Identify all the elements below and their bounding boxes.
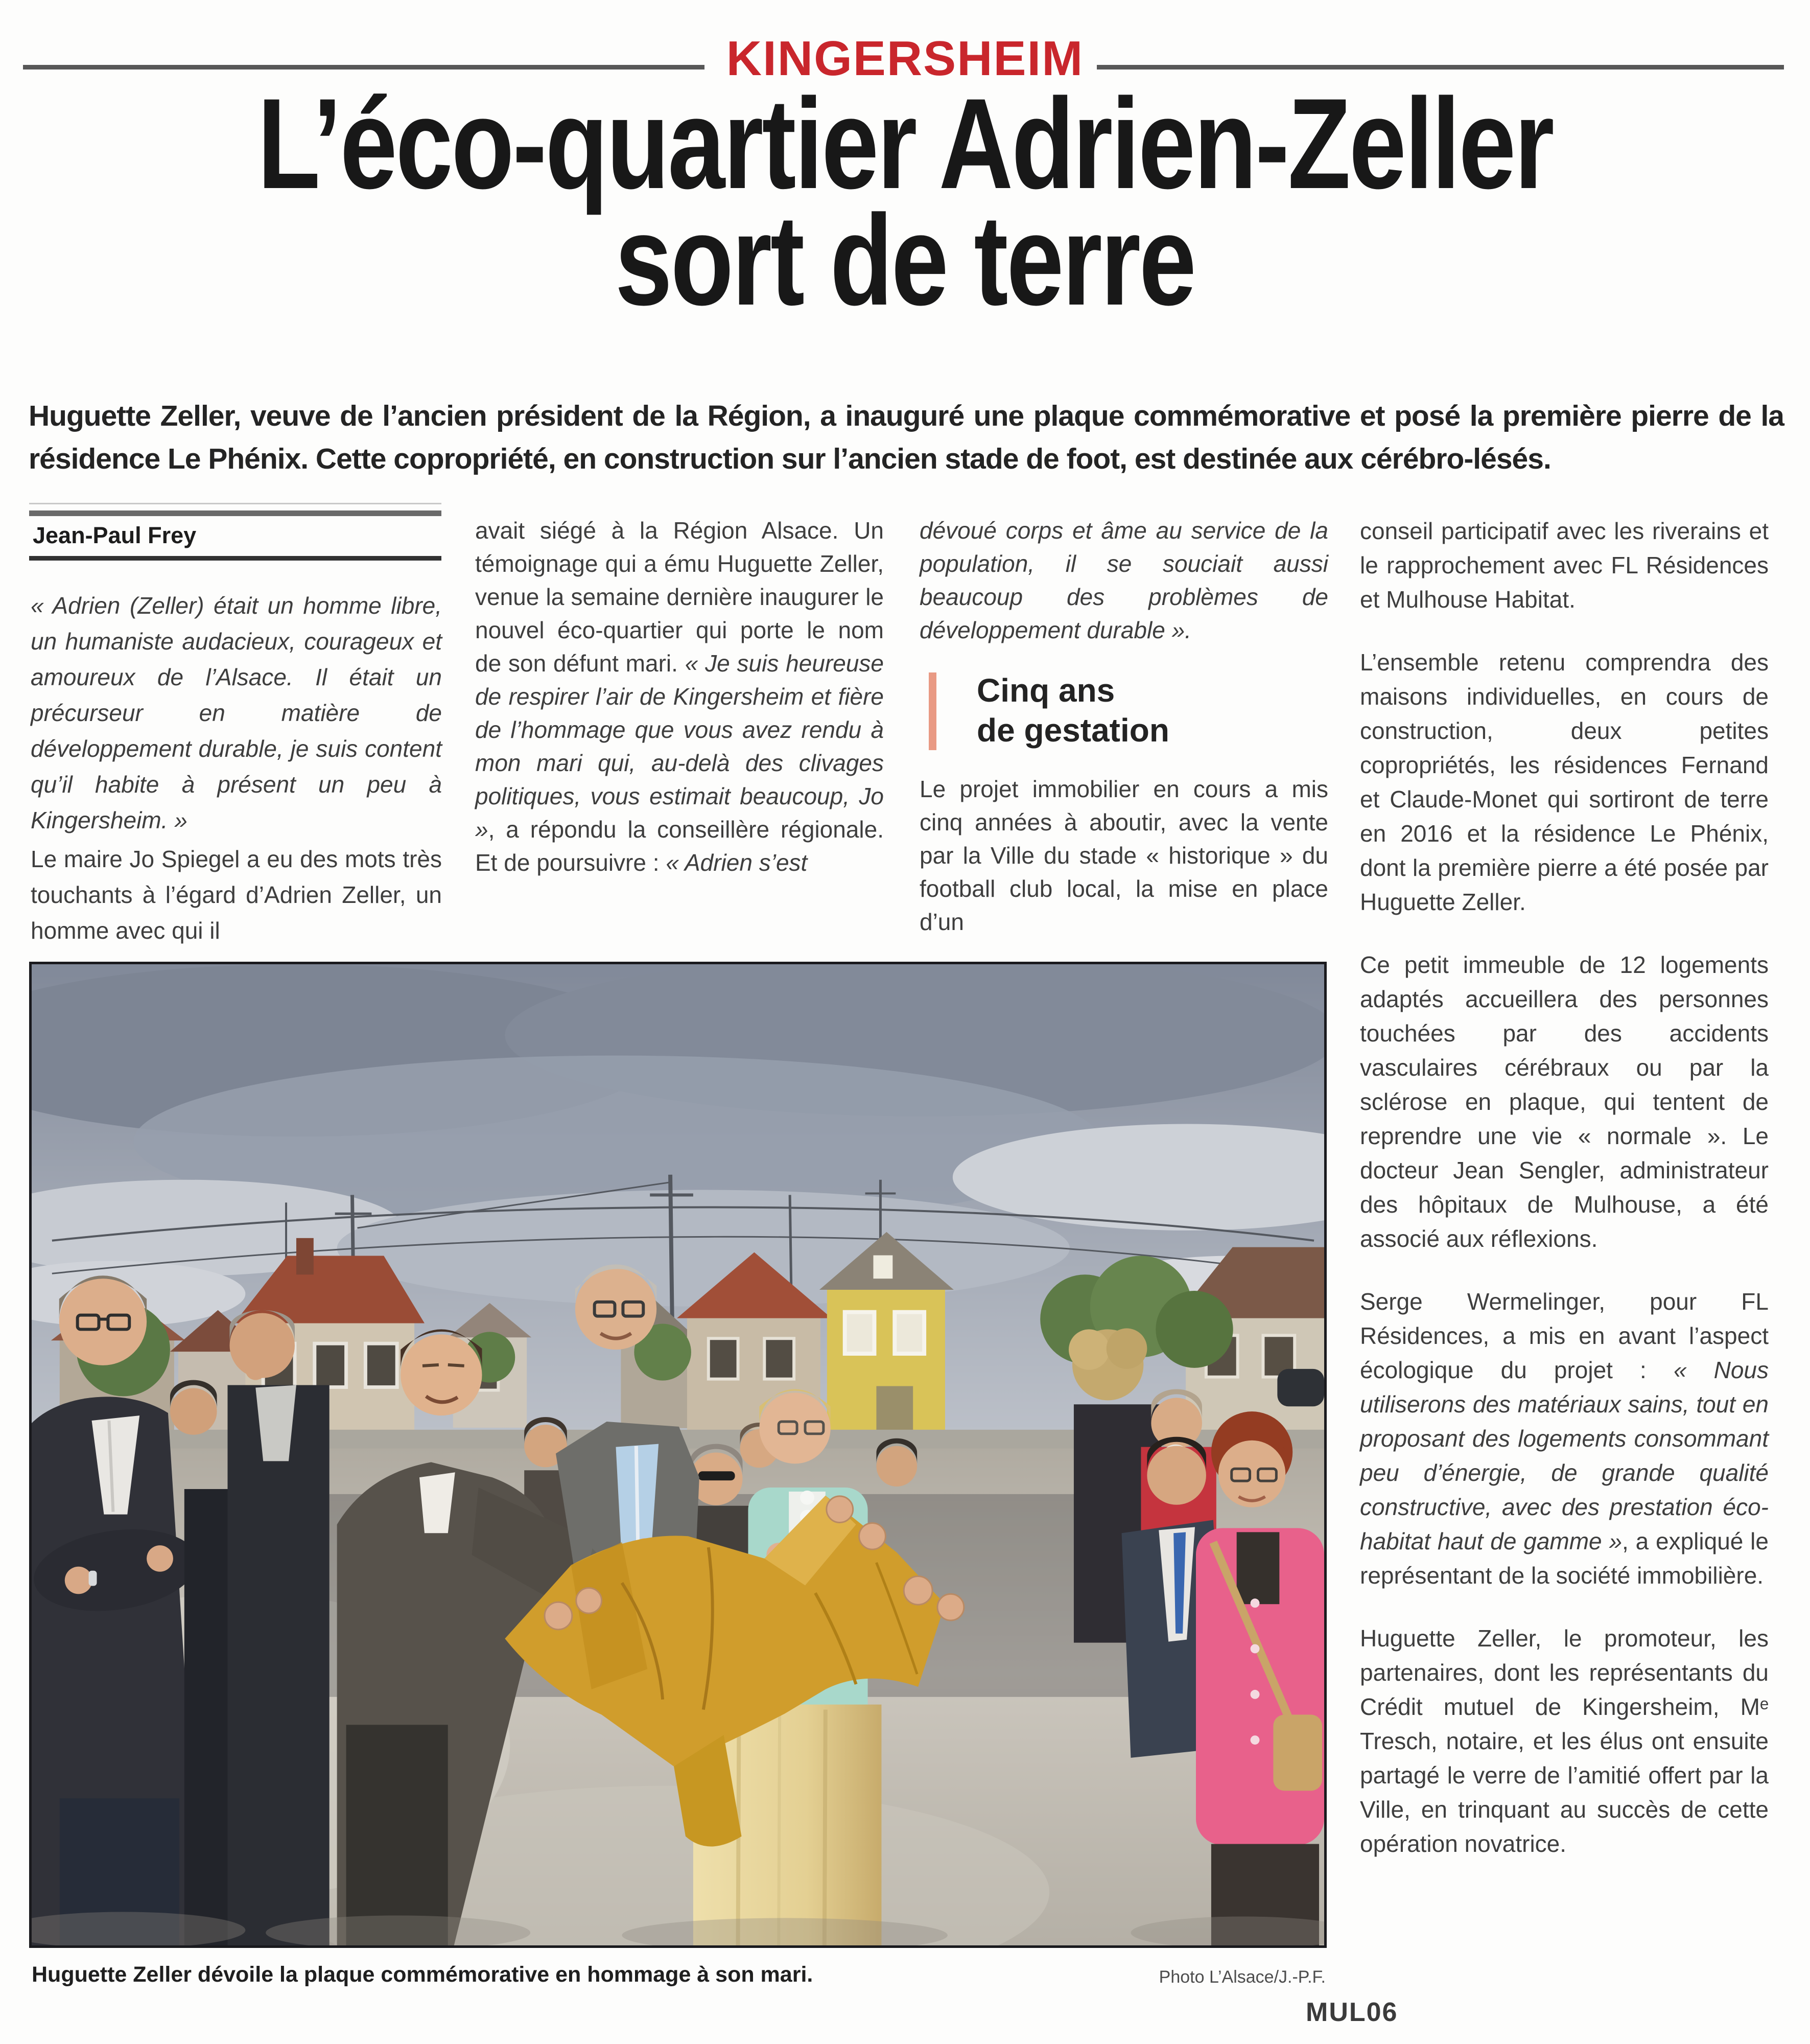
subhead-line1: Cinq ans: [977, 672, 1115, 709]
column1-paragraph: Le maire Jo Spiegel a eu des mots très touchants à l’égard d’Adrien Zeller, un homme avec qui il: [31, 846, 442, 944]
page-code: MUL06: [1306, 1997, 1398, 2027]
column3-paragraph: Le projet immobilier en cours a mis cinq années à aboutir, avec la vente par la Ville du stade « historique » du football club local, la mise en place d’un: [920, 776, 1328, 935]
person-older-man: [227, 1310, 329, 1945]
subhead-title: [977, 670, 1169, 750]
column1-quote-paragraph: « Adrien (Zeller) était un homme libre, un humaniste audacieux, courageux et amoureux de l’Alsace. Il était un précurseur en matière de développement durable, je suis content qu’il habite à présent un peu à Kingersheim. »: [31, 592, 442, 833]
subhead-line2: de gestation: [977, 712, 1169, 749]
column4-paragraph-5: Huguette Zeller, le promoteur, les partenaires, dont les représentants du Crédit mutuel de Kingersheim, Mᵉ Tresch, notaire, et les élus ont ensuite partagé le verre de l’amitié offert par la Ville, en trinquant au succès de cette opération novatrice.: [1360, 1625, 1769, 1857]
column4: [1360, 514, 1769, 1890]
byline: Jean-Paul Frey: [33, 522, 197, 548]
column2-run-normal-2: , a répondu la conseillère régionale. Et de poursuivre :: [475, 816, 884, 876]
byline-rule-bottom: [29, 556, 441, 561]
section-label: KINGERSHEIM: [726, 31, 1084, 86]
column4-paragraph-1: conseil participatif avec les riverains et le rapprochement avec FL Résidences et Mulhouse Habitat.: [1360, 518, 1769, 613]
subhead-accent-bar: [929, 672, 936, 750]
headline: [0, 72, 1810, 332]
column4-run-normal: Serge Wermelinger, pour FL Résidences, a mis en avant l’aspect écologique du projet :: [1360, 1288, 1769, 1383]
column4-run-quote: « Nous utiliserons des matériaux sains, tout en proposant des logements consommant peu d’énergie, de grande qualité constructive, avec des prestation éco-habitat haut de gamme »: [1360, 1357, 1769, 1554]
byline-rule-top: [29, 510, 441, 516]
header-rule-right: [1097, 65, 1784, 69]
column2-run-normal: avait siégé à la Région Alsace. Un témoignage qui a ému Huguette Zeller, venue la semaine dernière inaugurer le nouvel éco-quartier qui porte le nom de son défunt mari.: [475, 517, 884, 677]
column4-run-end: , a expliqué le représentant de la société immobilière.: [1360, 1528, 1769, 1589]
photo-scene: [32, 964, 1324, 1945]
column2-run-quote-2: « Adrien s’est: [666, 849, 808, 876]
headline-line1: L’éco-quartier Adrien-Zeller: [257, 72, 1553, 216]
column4-paragraph-4: [1360, 1285, 1769, 1593]
column2-paragraph: [475, 514, 884, 879]
car: [1277, 1369, 1324, 1406]
article-photo: [29, 962, 1327, 1948]
byline-rule-faint: [29, 503, 441, 504]
column4-paragraph-2: L’ensemble retenu comprendra des maisons individuelles, en cours de construction, deux petites copropriétés, les résidences Fernand et Claude-Monet qui sortiront de terre en 2016 et la résidence Le Phénix, dont la première pierre a été posée par Huguette Zeller.: [1360, 649, 1769, 915]
headline-line2: sort de terre: [615, 189, 1195, 332]
column4-paragraph-3: Ce petit immeuble de 12 logements adaptés accueillera des personnes touchées par des accidents vasculaires cérébraux ou par la sclérose en plaque, qui tentent de reprendre une vie « normale ». Le docteur Jean Sengler, administrateur des hôpitaux de Mulhouse, a été associé aux réflexions.: [1360, 951, 1769, 1252]
column3-quote-continuation: dévoué corps et âme au service de la population, il se souciait aussi beaucoup des problèmes de développement durable ».: [920, 517, 1328, 643]
photo-credit: Photo L’Alsace/J.-P.F.: [1159, 1967, 1326, 1987]
photo-caption: Huguette Zeller dévoile la plaque commémorative en hommage à son mari.: [32, 1962, 813, 1987]
lede-paragraph: Huguette Zeller, veuve de l’ancien président de la Région, a inauguré une plaque commémorative et posé la première pierre de la résidence Le Phénix. Cette copropriété, en construction sur l’ancien stade de foot, est destinée aux cérébro-lésés.: [29, 400, 1784, 475]
column2-run-quote: « Je suis heureuse de respirer l’air de Kingersheim et fière de l’hommage que vous avez rendu à mon mari qui, au-delà des clivages politiques, vous estimait beaucoup, Jo »: [475, 650, 884, 843]
